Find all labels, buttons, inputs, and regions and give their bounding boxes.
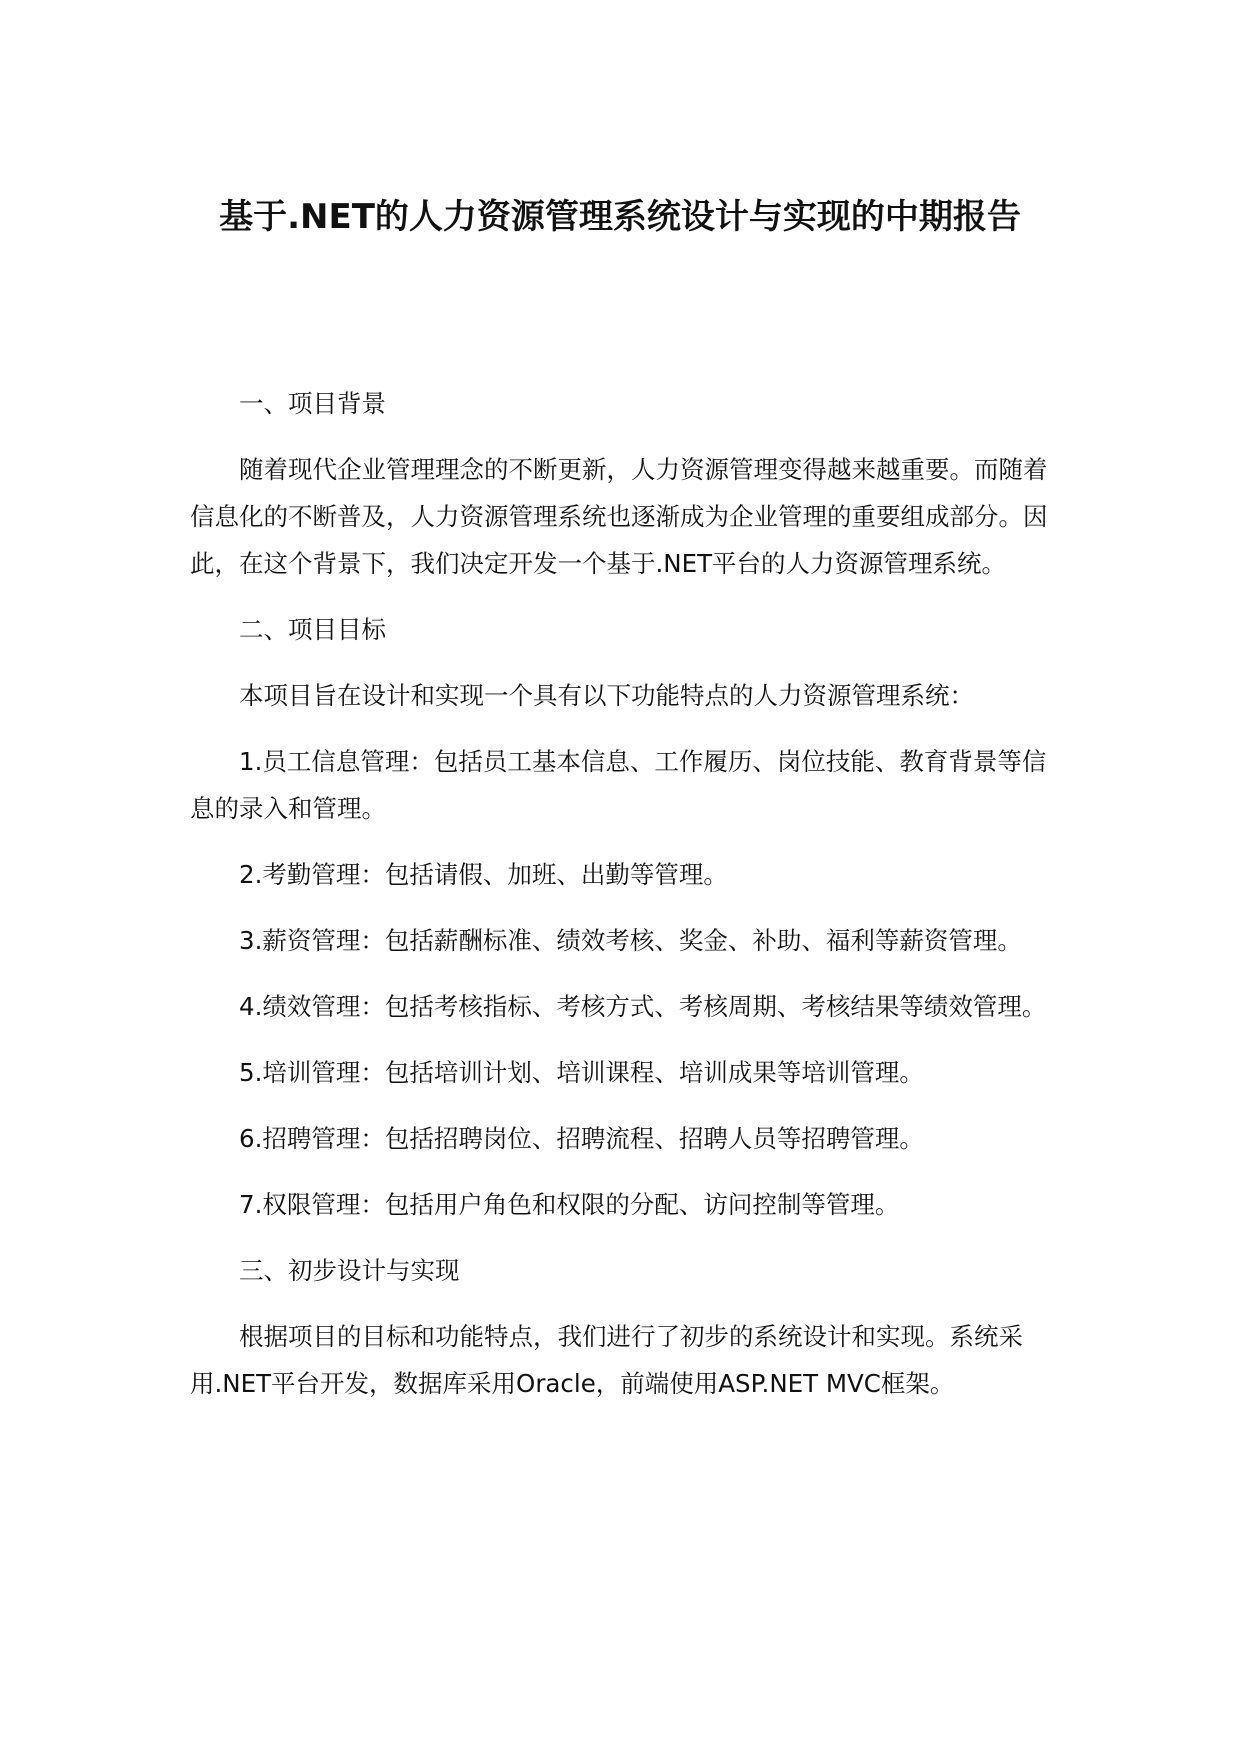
section-heading-goals: 二、项目目标	[239, 615, 386, 644]
list-item-performance: 4.绩效管理：包括考核指标、考核方式、考核周期、考核结果等绩效管理。	[239, 992, 1047, 1021]
list-item-employee-info: 1.员工信息管理：包括员工基本信息、工作履历、岗位技能、教育背景等信息的录入和管理。	[190, 747, 1047, 823]
document-body	[190, 380, 1050, 1426]
paragraph-background: 随着现代企业管理理念的不断更新，人力资源管理变得越来越重要。而随着信息化的不断普及，人力资源管理系统也逐渐成为企业管理的重要组成部分。因此，在这个背景下，我们决定开发一个基于.NET平台的人力资源管理系统。	[190, 455, 1048, 578]
list-item-permissions: 7.权限管理：包括用户角色和权限的分配、访问控制等管理。	[239, 1190, 900, 1219]
section-heading-design: 三、初步设计与实现	[239, 1256, 460, 1285]
list-item-training: 5.培训管理：包括培训计划、培训课程、培训成果等培训管理。	[239, 1058, 924, 1087]
document-title: 基于.NET的人力资源管理系统设计与实现的中期报告	[219, 197, 1021, 237]
list-item-recruitment: 6.招聘管理：包括招聘岗位、招聘流程、招聘人员等招聘管理。	[239, 1124, 924, 1153]
paragraph-goals-intro: 本项目旨在设计和实现一个具有以下功能特点的人力资源管理系统：	[239, 681, 974, 710]
section-heading-background: 一、项目背景	[239, 389, 386, 418]
list-item-attendance: 2.考勤管理：包括请假、加班、出勤等管理。	[239, 860, 728, 889]
list-item-salary: 3.薪资管理：包括薪酬标准、绩效考核、奖金、补助、福利等薪资管理。	[239, 926, 1022, 955]
paragraph-design: 根据项目的目标和功能特点，我们进行了初步的系统设计和实现。系统采用.NET平台开发，数据库采用Oracle，前端使用ASP.NET MVC框架。	[190, 1322, 1023, 1398]
